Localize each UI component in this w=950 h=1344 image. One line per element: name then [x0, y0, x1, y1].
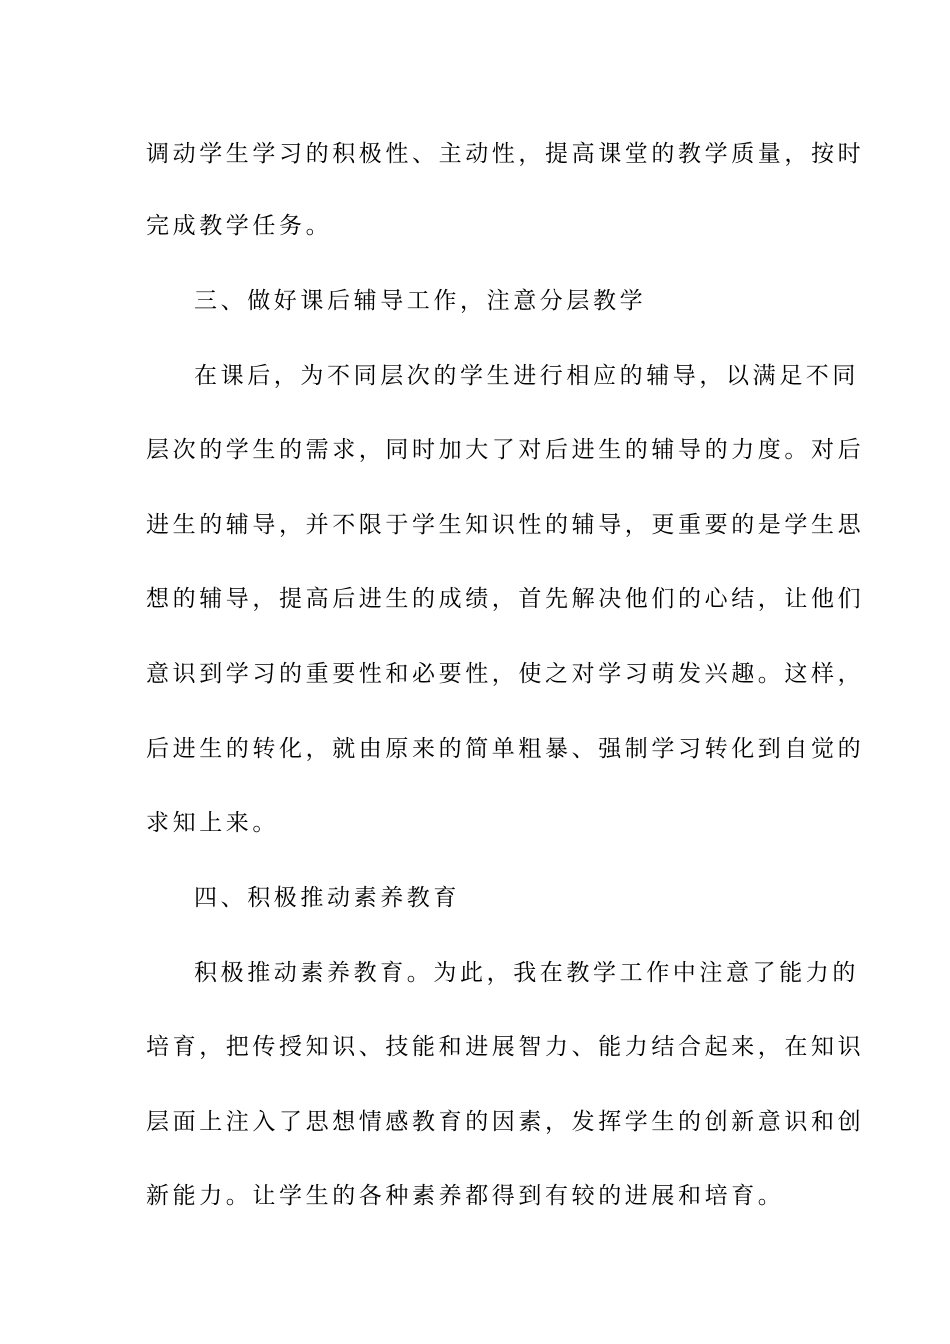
paragraph-line: 新能力。让学生的各种素养都得到有较的进展和培育。	[146, 1183, 785, 1209]
paragraph-line: 进生的辅导，并不限于学生知识性的辅导，更重要的是学生思	[146, 512, 865, 538]
paragraph-line: 层次的学生的需求，同时加大了对后进生的辅导的力度。对后	[146, 437, 865, 463]
paragraph-line: 积极推动素养教育。为此，我在教学工作中注意了能力的	[194, 960, 859, 986]
paragraph-line: 想的辅导，提高后进生的成绩，首先解决他们的心结，让他们	[146, 586, 865, 612]
paragraph-line: 后进生的转化，就由原来的简单粗暴、强制学习转化到自觉的	[146, 736, 865, 762]
section-heading-4: 四、积极推动素养教育	[194, 885, 460, 911]
paragraph-line: 层面上注入了思想情感教育的因素，发挥学生的创新意识和创	[146, 1109, 865, 1135]
paragraph-line: 完成教学任务。	[146, 213, 333, 239]
paragraph-line: 培育，把传授知识、技能和进展智力、能力结合起来，在知识	[146, 1034, 865, 1060]
paragraph-line: 在课后，为不同层次的学生进行相应的辅导，以满足不同	[194, 363, 859, 389]
paragraph-line: 调动学生学习的积极性、主动性，提高课堂的教学质量，按时	[146, 141, 865, 167]
paragraph-line: 求知上来。	[146, 810, 279, 836]
paragraph-line: 意识到学习的重要性和必要性，使之对学习萌发兴趣。这样，	[146, 661, 865, 687]
section-heading-3: 三、做好课后辅导工作，注意分层教学	[194, 288, 647, 314]
